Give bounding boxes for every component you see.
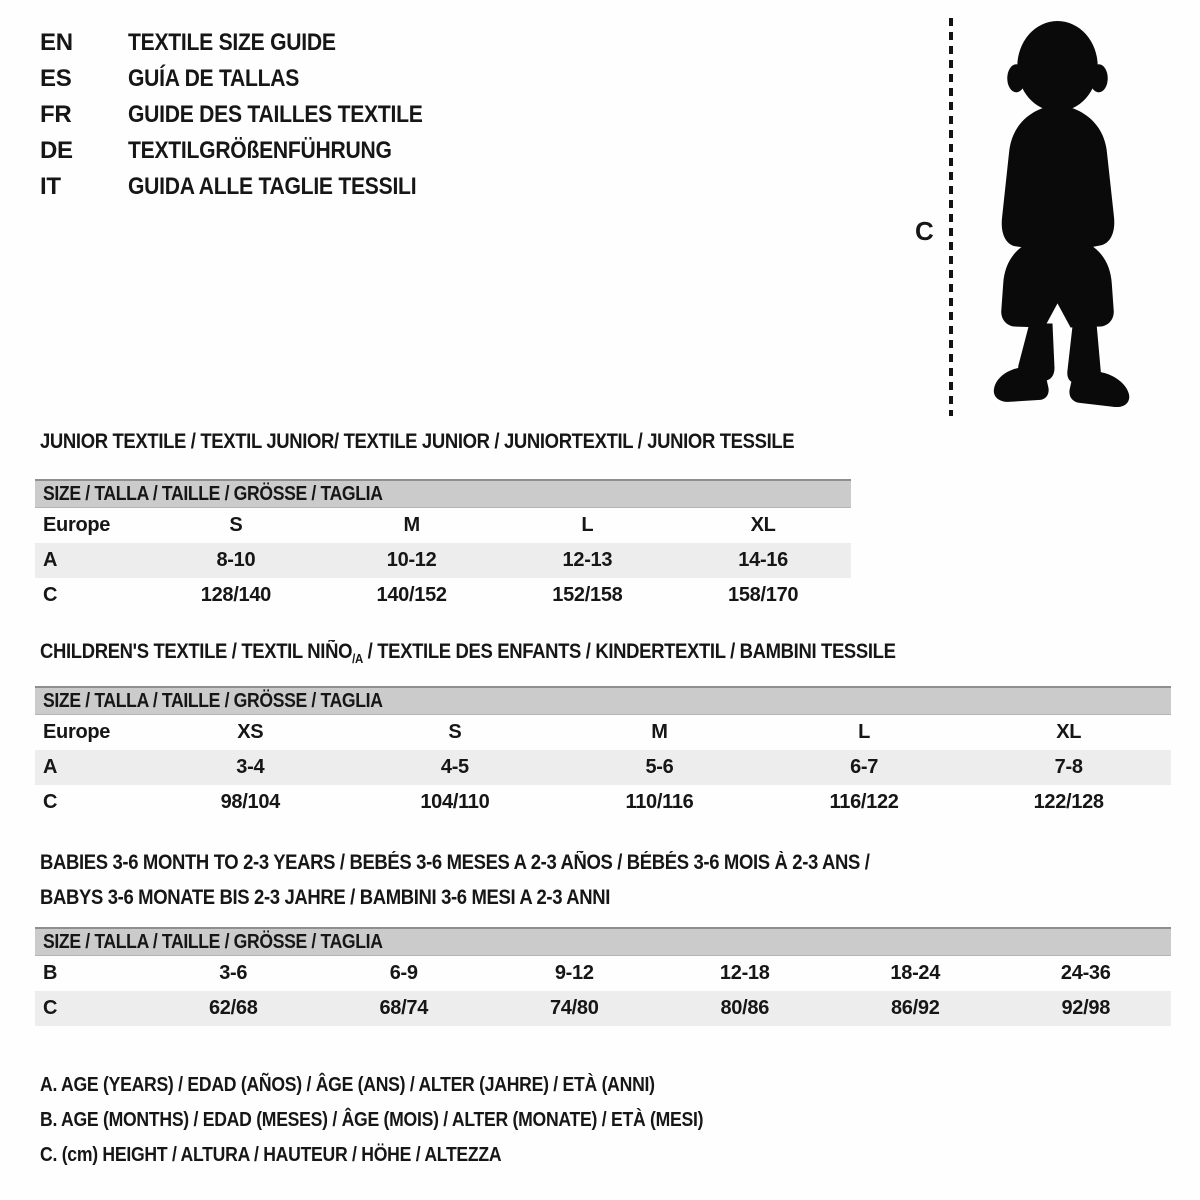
table-row-age-years [35, 543, 851, 578]
table-cell: 92/98 [1061, 997, 1111, 1019]
table-row-europe [35, 715, 1171, 750]
legend-line-a-text: A. AGE (YEARS) / EDAD (AÑOS) / ÂGE (ANS) / ALTER (JAHRE) / ETÀ (ANNI) [40, 1074, 655, 1096]
language-row-en [40, 30, 463, 56]
guide-title-fr: GUIDE DES TAILLES TEXTILE [128, 101, 423, 128]
table-cell: 3-4 [236, 756, 265, 778]
row-label: C [43, 997, 58, 1019]
table-cell: 122/128 [1033, 791, 1104, 813]
size-header-band [35, 479, 851, 508]
table-cell: 98/104 [220, 791, 280, 813]
table-cell: 128/140 [200, 584, 271, 606]
table-cell: L [581, 514, 594, 536]
table-cell: 4-5 [440, 756, 469, 778]
size-header-band [35, 686, 1171, 715]
babies-size-table [35, 927, 1171, 1026]
table-cell: 24-36 [1060, 962, 1111, 984]
children-title-subscript: /A [352, 651, 363, 667]
table-row-height [35, 578, 851, 613]
table-cell: 158/170 [728, 584, 799, 606]
table-cell: 18-24 [890, 962, 941, 984]
table-cell: 8-10 [216, 549, 256, 571]
language-code: DE [40, 137, 73, 164]
legend-line-c [40, 1138, 794, 1173]
guide-title-de: TEXTILGRÖßENFÜHRUNG [128, 137, 392, 164]
section-title-children-text [40, 640, 896, 666]
language-row-fr [40, 102, 463, 128]
table-cell: 110/116 [625, 791, 694, 813]
table-cell: XL [750, 514, 776, 536]
table-row-age-years [35, 750, 1171, 785]
guide-title-en: TEXTILE SIZE GUIDE [128, 29, 336, 56]
table-cell: 62/68 [208, 997, 258, 1019]
table-cell: 5-6 [645, 756, 674, 778]
language-row-es [40, 66, 463, 92]
size-header-band [35, 927, 1171, 956]
children-title-part2: / TEXTILE DES ENFANTS / KINDERTEXTIL / BAMBINI TESSILE [362, 640, 896, 663]
table-row-height [35, 785, 1171, 820]
legend-line-b-text: B. AGE (MONTHS) / EDAD (MESES) / ÂGE (MOIS) / ALTER (MONATE) / ETÀ (MESI) [40, 1109, 704, 1131]
row-label: C [43, 791, 58, 813]
section-title-babies [40, 845, 983, 915]
row-label: C [43, 584, 58, 606]
language-row-it [40, 174, 463, 200]
table-cell: 7-8 [1054, 756, 1083, 778]
children-size-table [35, 686, 1171, 820]
table-row-age-months [35, 956, 1171, 991]
table-cell: 152/158 [552, 584, 623, 606]
section-title-junior [40, 430, 897, 454]
table-cell: 9-12 [554, 962, 594, 984]
table-cell: 74/80 [549, 997, 599, 1019]
row-label: B [43, 962, 58, 984]
table-cell: M [651, 721, 668, 743]
height-measure-label: C [915, 216, 934, 246]
table-cell: 12-13 [562, 549, 613, 571]
section-title-children [40, 640, 1012, 666]
table-cell: 6-7 [850, 756, 879, 778]
table-cell: M [403, 514, 420, 536]
legend [40, 1068, 794, 1173]
junior-size-table [35, 479, 851, 613]
table-cell: 104/110 [420, 791, 490, 813]
toddler-silhouette-icon [967, 16, 1147, 418]
table-cell: XS [237, 721, 264, 743]
height-figure [905, 12, 1160, 424]
guide-title-it: GUIDA ALLE TAGLIE TESSILI [128, 173, 417, 200]
language-code: EN [40, 29, 73, 56]
table-cell: 68/74 [379, 997, 429, 1019]
table-cell: 14-16 [738, 549, 788, 571]
table-cell: 86/92 [890, 997, 940, 1019]
table-cell: 12-18 [719, 962, 770, 984]
row-label: A [43, 756, 58, 778]
table-cell: 80/86 [720, 997, 770, 1019]
row-label: Europe [43, 721, 111, 743]
section-title-junior-text: JUNIOR TEXTILE / TEXTIL JUNIOR/ TEXTILE JUNIOR / JUNIORTEXTIL / JUNIOR TESSILE [40, 430, 795, 453]
size-header-text: SIZE / TALLA / TAILLE / GRÖSSE / TAGLIA [43, 930, 383, 953]
table-cell: 6-9 [389, 962, 418, 984]
legend-line-b [40, 1103, 794, 1138]
language-code: ES [40, 65, 72, 92]
language-row-de [40, 138, 463, 164]
table-cell: 3-6 [219, 962, 248, 984]
babies-title-line1: BABIES 3-6 MONTH TO 2-3 YEARS / BEBÉS 3-6 MESES A 2-3 AÑOS / BÉBÉS 3-6 MOIS À 2-3 ANS / [40, 851, 870, 874]
language-code: FR [40, 101, 72, 128]
table-cell: L [858, 721, 871, 743]
table-cell: XL [1056, 721, 1082, 743]
children-title-part1: CHILDREN'S TEXTILE / TEXTIL NIÑO [40, 640, 353, 663]
babies-title-line2: BABYS 3-6 MONATE BIS 2-3 JAHRE / BAMBINI 3-6 MESI A 2-3 ANNI [40, 886, 610, 909]
table-row-height [35, 991, 1171, 1026]
table-cell: 10-12 [386, 549, 437, 571]
row-label: Europe [43, 514, 111, 536]
table-cell: S [448, 721, 462, 743]
legend-line-c-text: C. (cm) HEIGHT / ALTURA / HAUTEUR / HÖHE / ALTEZZA [40, 1144, 502, 1166]
size-header-text: SIZE / TALLA / TAILLE / GRÖSSE / TAGLIA [43, 482, 383, 505]
legend-line-a [40, 1068, 794, 1103]
row-label: A [43, 549, 58, 571]
height-measure-line [949, 18, 953, 416]
table-cell: 140/152 [376, 584, 447, 606]
table-cell: 116/122 [829, 791, 899, 813]
guide-title-es: GUÍA DE TALLAS [128, 65, 300, 92]
table-cell: S [229, 514, 243, 536]
table-row-europe [35, 508, 851, 543]
language-code: IT [40, 173, 61, 200]
language-title-list [40, 30, 463, 210]
size-header-text: SIZE / TALLA / TAILLE / GRÖSSE / TAGLIA [43, 689, 383, 712]
